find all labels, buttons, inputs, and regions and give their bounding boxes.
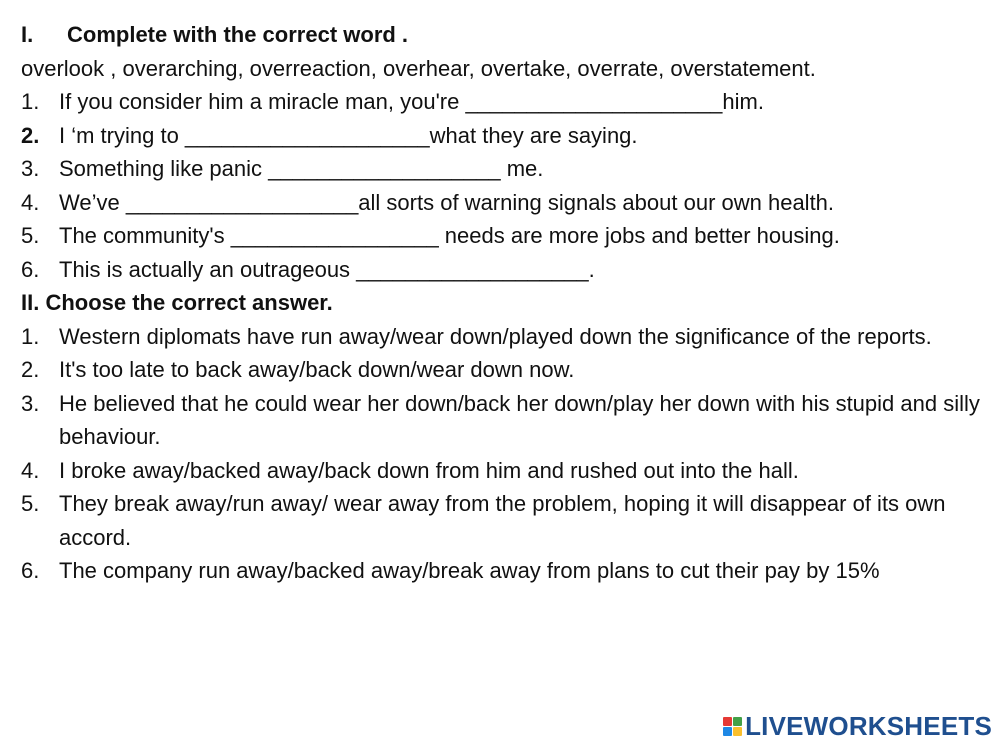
logo-square-green — [733, 717, 742, 726]
section-1-number: I. — [21, 22, 34, 47]
item-text: Western diplomats have run away/wear down/played down the significance of the reports. — [59, 323, 932, 349]
item-number: 1. — [21, 323, 40, 349]
item-number: 6. — [21, 558, 40, 583]
section-1-heading — [21, 18, 996, 52]
section-1-item — [21, 119, 996, 153]
item-number: 1. — [21, 89, 40, 114]
worksheet — [21, 18, 996, 588]
logo-square-blue — [723, 727, 732, 736]
item-text: This is actually an outrageous ___________________. — [59, 256, 595, 282]
logo-square-red — [723, 717, 732, 726]
item-number: 4. — [21, 457, 40, 483]
logo-icon — [723, 717, 742, 736]
section-2-item — [21, 353, 996, 387]
item-text: The community's _________________ needs are more jobs and better housing. — [59, 223, 840, 248]
item-text: Something like panic ___________________ me. — [59, 156, 544, 181]
item-text: They break away/run away/ wear away from the problem, hoping it will disappear of its own accord. — [59, 491, 946, 550]
section-2-item — [21, 487, 996, 554]
item-text: If you consider him a miracle man, you're _____________________him. — [59, 89, 764, 114]
section-1-item — [21, 253, 996, 287]
logo-text: LIVEWORKSHEETS — [745, 711, 992, 741]
item-number: 2. — [21, 357, 40, 382]
item-text: I ‘m trying to ____________________what they are saying. — [59, 122, 638, 148]
word-bank: overlook , overarching, overreaction, overhear, overtake, overrate, overstatement. — [21, 55, 816, 81]
section-1-title: Complete with the correct word . — [67, 22, 409, 47]
item-number: 6. — [21, 256, 40, 282]
item-number: 3. — [21, 390, 40, 416]
section-2-title: II. Choose the correct answer. — [21, 290, 333, 315]
section-2-item — [21, 387, 996, 454]
section-2-item — [21, 454, 996, 488]
item-text: The company run away/backed away/break away from plans to cut their pay by 15% — [59, 558, 880, 583]
section-1-item — [21, 219, 996, 253]
section-2-item — [21, 554, 996, 588]
item-number: 3. — [21, 156, 40, 181]
section-1-item — [21, 186, 996, 220]
item-number: 2. — [21, 122, 40, 148]
item-number: 4. — [21, 189, 40, 215]
item-text: It's too late to back away/back down/wear down now. — [59, 357, 575, 382]
section-1-item — [21, 85, 996, 119]
section-1-item — [21, 152, 996, 186]
logo-square-yellow — [733, 727, 742, 736]
item-text: I broke away/backed away/back down from him and rushed out into the hall. — [59, 457, 799, 483]
liveworksheets-logo — [723, 711, 992, 742]
item-text: He believed that he could wear her down/back her down/play her down with his stupid and silly behaviour. — [59, 390, 980, 449]
item-text: We’ve ___________________all sorts of warning signals about our own health. — [59, 189, 835, 215]
section-2-item — [21, 320, 996, 354]
item-number: 5. — [21, 491, 40, 516]
item-number: 5. — [21, 223, 40, 248]
